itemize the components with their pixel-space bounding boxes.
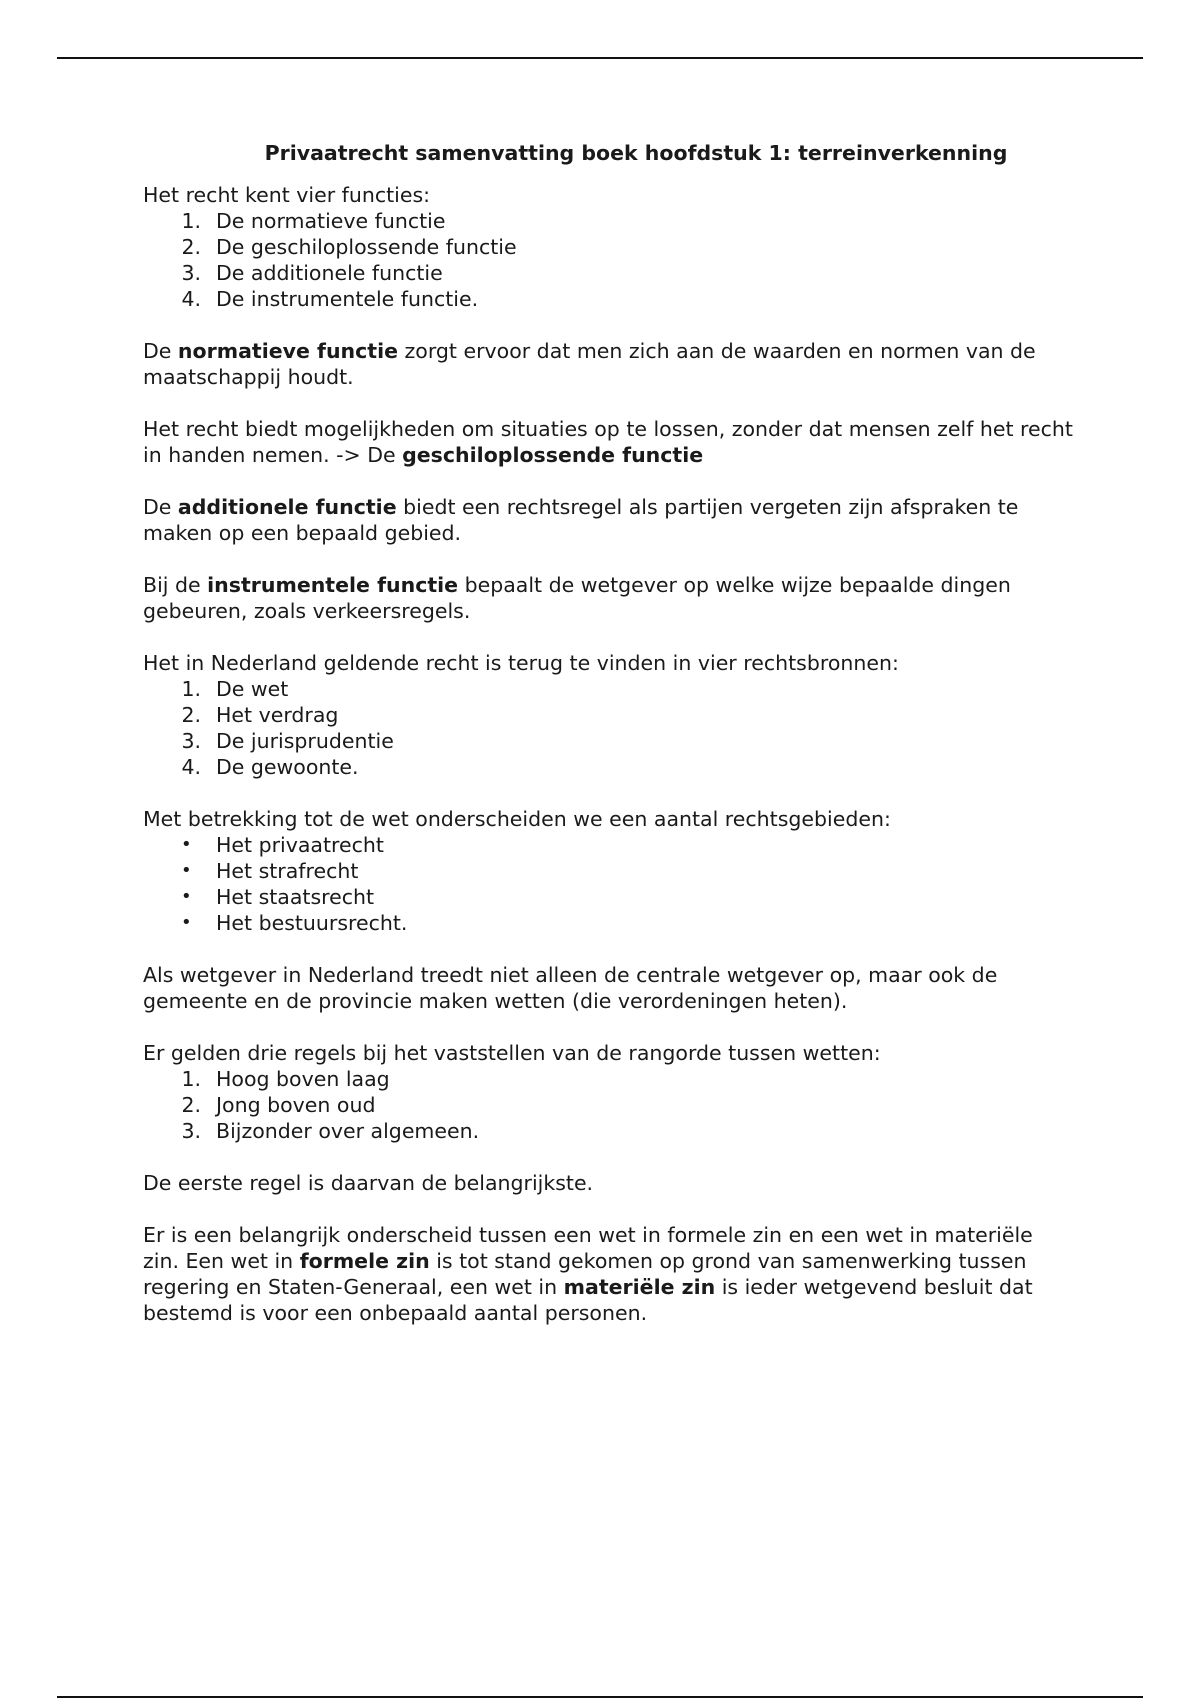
list-item: 1. Hoog boven laag [181,1067,390,1091]
page-title [199,140,1073,166]
list-item: • Het bestuursrecht. [181,911,408,935]
list-item: 2. De geschiloplossende functie [181,235,517,259]
bullet-icon: • [181,886,192,907]
list-item: 2. Jong boven oud [181,1093,376,1117]
bullet-icon: • [181,860,192,881]
list-item: 1. De wet [181,677,289,701]
bullet-icon: • [181,912,192,933]
rules-intro: Er gelden drie regels bij het vaststellen van de rangorde tussen wetten: [143,1041,881,1065]
top-rule [57,57,1143,59]
dispute-paragraph: Het recht biedt mogelijkheden om situaties op te lossen, zonder dat mensen zelf het recht in handen nemen. -> De geschiloplossende functie [143,417,1073,467]
instrumental-paragraph: Bij de instrumentele functie bepaalt de wetgever op welke wijze bepaalde dingen gebeuren, zoals verkeersregels. [143,573,1011,623]
list-item: 3. Bijzonder over algemeen. [181,1119,480,1143]
functions-intro: Het recht kent vier functies: [143,183,431,207]
list-item: 3. De jurisprudentie [181,729,394,753]
additional-paragraph: De additionele functie biedt een rechtsregel als partijen vergeten zijn afspraken te maken op een bepaald gebied. [143,495,1019,545]
list-item: 2. Het verdrag [181,703,339,727]
list-item: • Het strafrecht [181,859,359,883]
normative-paragraph: De normatieve functie zorgt ervoor dat men zich aan de waarden en normen van de maatschappij houdt. [143,339,1036,389]
list-item: 4. De gewoonte. [181,755,359,779]
sources-intro: Het in Nederland geldende recht is terug te vinden in vier rechtsbronnen: [143,651,899,675]
functions-list [143,208,1073,312]
list-item: 4. De instrumentele functie. [181,287,479,311]
list-item: 3. De additionele functie [181,261,443,285]
formal-paragraph: Er is een belangrijk onderscheid tussen een wet in formele zin en een wet in materiële zin. Een wet in formele zin is tot stand gekomen op grond van samenwerking tussen regering en Staten-Generaal, een wet in materiële zin is ieder wetgevend besluit dat bestemd is voor een onbepaald aantal personen. [143,1223,1033,1325]
list-item: • Het staatsrecht [181,885,375,909]
bottom-rule [57,1696,1143,1698]
document-body [143,140,1073,1326]
rules-list [143,1066,1073,1144]
first-rule-paragraph: De eerste regel is daarvan de belangrijkste. [143,1171,594,1195]
legislator-paragraph: Als wetgever in Nederland treedt niet alleen de centrale wetgever op, maar ook de gemeente en de provincie maken wetten (die verordeningen heten). [143,963,998,1013]
sources-list [143,676,1073,780]
title-text: Privaatrecht samenvatting boek hoofdstuk 1: terreinverkenning [264,141,1008,165]
areas-list [143,832,1073,936]
bullet-icon: • [181,834,192,855]
list-item: 1. De normatieve functie [181,209,446,233]
areas-intro: Met betrekking tot de wet onderscheiden we een aantal rechtsgebieden: [143,807,891,831]
list-item: • Het privaatrecht [181,833,384,857]
